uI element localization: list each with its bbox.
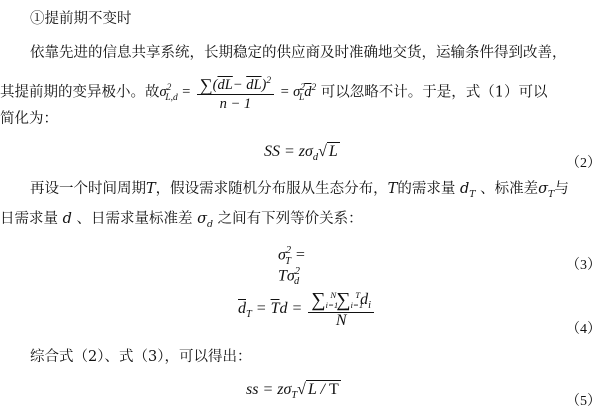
symbol-sigmad: $\sigma_d$ [192,211,214,230]
paragraph-2-line-2 [0,210,363,234]
para2-l1-c: 的需求量 [397,181,456,197]
equation-4-label: （4） [566,322,601,337]
equation-3-label: （3） [566,258,601,273]
equation-5-row [0,374,615,408]
equation-2-label: （2） [566,156,601,171]
symbol-dT: $d_T$ [455,181,476,200]
equation-3: $\sigma^2_T = T\sigma^2_d$ [278,245,306,288]
equation-5-label: （5） [566,394,601,409]
section-heading: ①提前期不变时 [30,11,132,27]
symbol-sigmaT: $\sigma_T$ [538,181,555,200]
paragraph-2-line-1 [30,180,569,204]
equation-3-row [0,240,615,288]
paragraph-3: 综合式（2）、式（3），可以得出： [30,349,252,365]
para2-l2-a: 日需求量 [0,211,58,227]
equation-2: SS = $z\sigma_d√$ L [264,143,338,164]
sigma-ld-formula: $\sigma^2_{L,d}$ = $\frac{\sum(\overline{dL}- \overline{dL})^2}{n - 1}$ = $\sigma^2_L\overline{d}^2$ [160,72,317,113]
symbol-d: d [58,211,77,227]
para2-l1-d: 、标准差 [480,181,539,197]
paragraph-1-line-1: 依靠先进的信息共享系统，长期稳定的供应商及时准确地交货，运输条件得到改善， [30,45,567,61]
paragraph-1-line-2-end: 可以忽略不计。于是，式（1）可以 [320,84,548,101]
symbol-T: T [146,181,156,197]
equation-4: $\overline{d}_T = \overline{T}d$ = $\frac{\sum_{i=1}^N\sum_{i=1}^Td_i}{N}$ [238,290,376,329]
equation-5: ss = $z\sigma_T√$ L / T [246,381,339,402]
symbol-T-2: T [387,181,398,197]
para2-l2-c: 之间有下列等价关系： [217,211,363,227]
para2-l2-b: 、日需求量标准差 [76,211,193,227]
equation-2-row [0,138,615,172]
paragraph-1-line-3: 简化为： [0,111,58,127]
para2-l1-b: ，假设需求随机分布服从生态分布， [155,181,388,197]
equation-4-row [0,284,615,337]
paragraph-1-line-2 [0,72,548,112]
para2-l1-a: 再设一个时间周期 [30,181,146,197]
para2-l1-e: 与 [554,181,569,197]
paragraph-1-line-2-start: 其提前期的变异极小。故 [0,84,160,101]
